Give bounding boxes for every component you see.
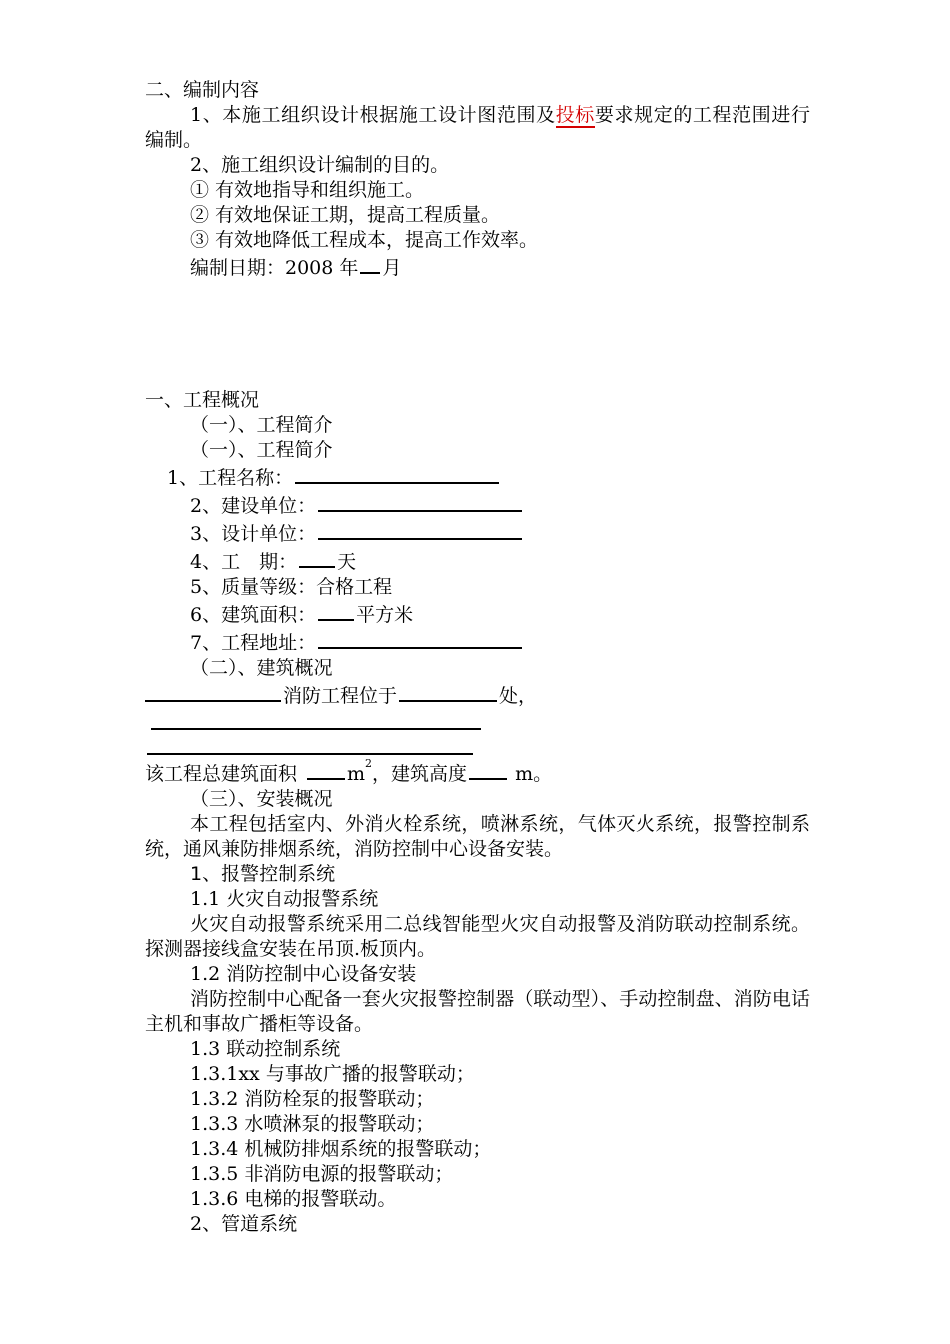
section-heading-overview: 一、工程概况 (145, 389, 260, 411)
month-blank (360, 253, 380, 274)
designer-blank (318, 519, 522, 540)
duration-blank (299, 547, 335, 568)
field-quality: 5、质量等级：合格工程 (190, 576, 393, 598)
purpose-item-2: ② 有效地保证工期，提高工程质量。 (190, 204, 501, 226)
control-center-heading: 1.2 消防控制中心设备安装 (190, 963, 417, 985)
subheading-intro-duplicate: （一）、工程简介 (190, 439, 333, 461)
linkage-heading: 1.3 联动控制系统 (190, 1038, 341, 1060)
field-designer: 3、设计单位： (145, 519, 810, 547)
linkage-item-6: 1.3.6 电梯的报警联动。 (190, 1188, 397, 1210)
field-area: 6、建筑面积： 平方米 (145, 600, 810, 628)
bid-link[interactable]: 投标 (555, 104, 595, 126)
project-name-blank (295, 463, 499, 484)
subheading-install: （三）、安装概况 (190, 788, 333, 810)
subheading-intro: （一）、工程简介 (190, 414, 333, 436)
location-blank-2 (399, 681, 497, 702)
location-blank-1 (145, 681, 281, 702)
install-paragraph: 本工程包括室内、外消火栓系统，喷淋系统，气体灭火系统，报警控制系统，通风兼防排烟系统，消防控制中心设备安装。 (145, 813, 810, 860)
control-center-paragraph: 消防控制中心配备一套火灾报警控制器（联动型）、手动控制盘、消防电话主机和事故广播柜等设备。 (145, 988, 810, 1035)
paragraph-scope: 1、本施工组织设计根据施工设计图范围及投标要求规定的工程范围进行编制。 (145, 104, 810, 151)
linkage-item-3: 1.3.3 水喷淋泵的报警联动； (190, 1113, 435, 1135)
purpose-item-1: ① 有效地指导和组织施工。 (190, 179, 425, 201)
field-owner: 2、建设单位： (145, 491, 810, 519)
blank-line-1 (145, 709, 810, 734)
blank-line-2 (145, 734, 810, 759)
linkage-item-5: 1.3.5 非消防电源的报警联动； (190, 1163, 454, 1185)
fire-alarm-paragraph: 火灾自动报警系统采用二总线智能型火灾自动报警及消防联动控制系统。探测器接线盒安装在吊顶.板顶内。 (145, 913, 810, 960)
linkage-item-2: 1.3.2 消防栓泵的报警联动； (190, 1088, 435, 1110)
height-blank (469, 759, 507, 780)
total-area-blank (307, 759, 345, 780)
pipe-system-heading: 2、管道系统 (190, 1213, 298, 1235)
purpose-item-3: ③ 有效地降低工程成本，提高工作效率。 (190, 229, 539, 251)
document-page (145, 78, 810, 1237)
address-blank (318, 628, 522, 649)
owner-blank (318, 491, 522, 512)
alarm-system-heading: 1、报警控制系统 (190, 863, 336, 885)
area-blank (318, 600, 354, 621)
paragraph-purpose: 2、施工组织设计编制的目的。 (190, 154, 450, 176)
subheading-building: （二）、建筑概况 (190, 657, 333, 679)
linkage-item-1: 1.3.1xx 与事故广播的报警联动； (190, 1063, 475, 1085)
area-height-line: 该工程总建筑面积 $m^2$，建筑高度 m。 (145, 757, 553, 785)
linkage-item-4: 1.3.4 机械防排烟系统的报警联动； (190, 1138, 492, 1160)
spacer (145, 281, 810, 388)
fire-alarm-heading: 1.1 火灾自动报警系统 (190, 888, 379, 910)
section-heading-compile: 二、编制内容 (145, 79, 260, 101)
field-duration: 4、工 期： 天 (145, 547, 810, 575)
field-address: 7、工程地址： (145, 628, 810, 656)
compile-date: 编制日期：2008 年 月 (145, 253, 810, 281)
field-project-name: 1、工程名称： (145, 463, 810, 491)
location-line: 消防工程位于 处， (145, 681, 810, 709)
